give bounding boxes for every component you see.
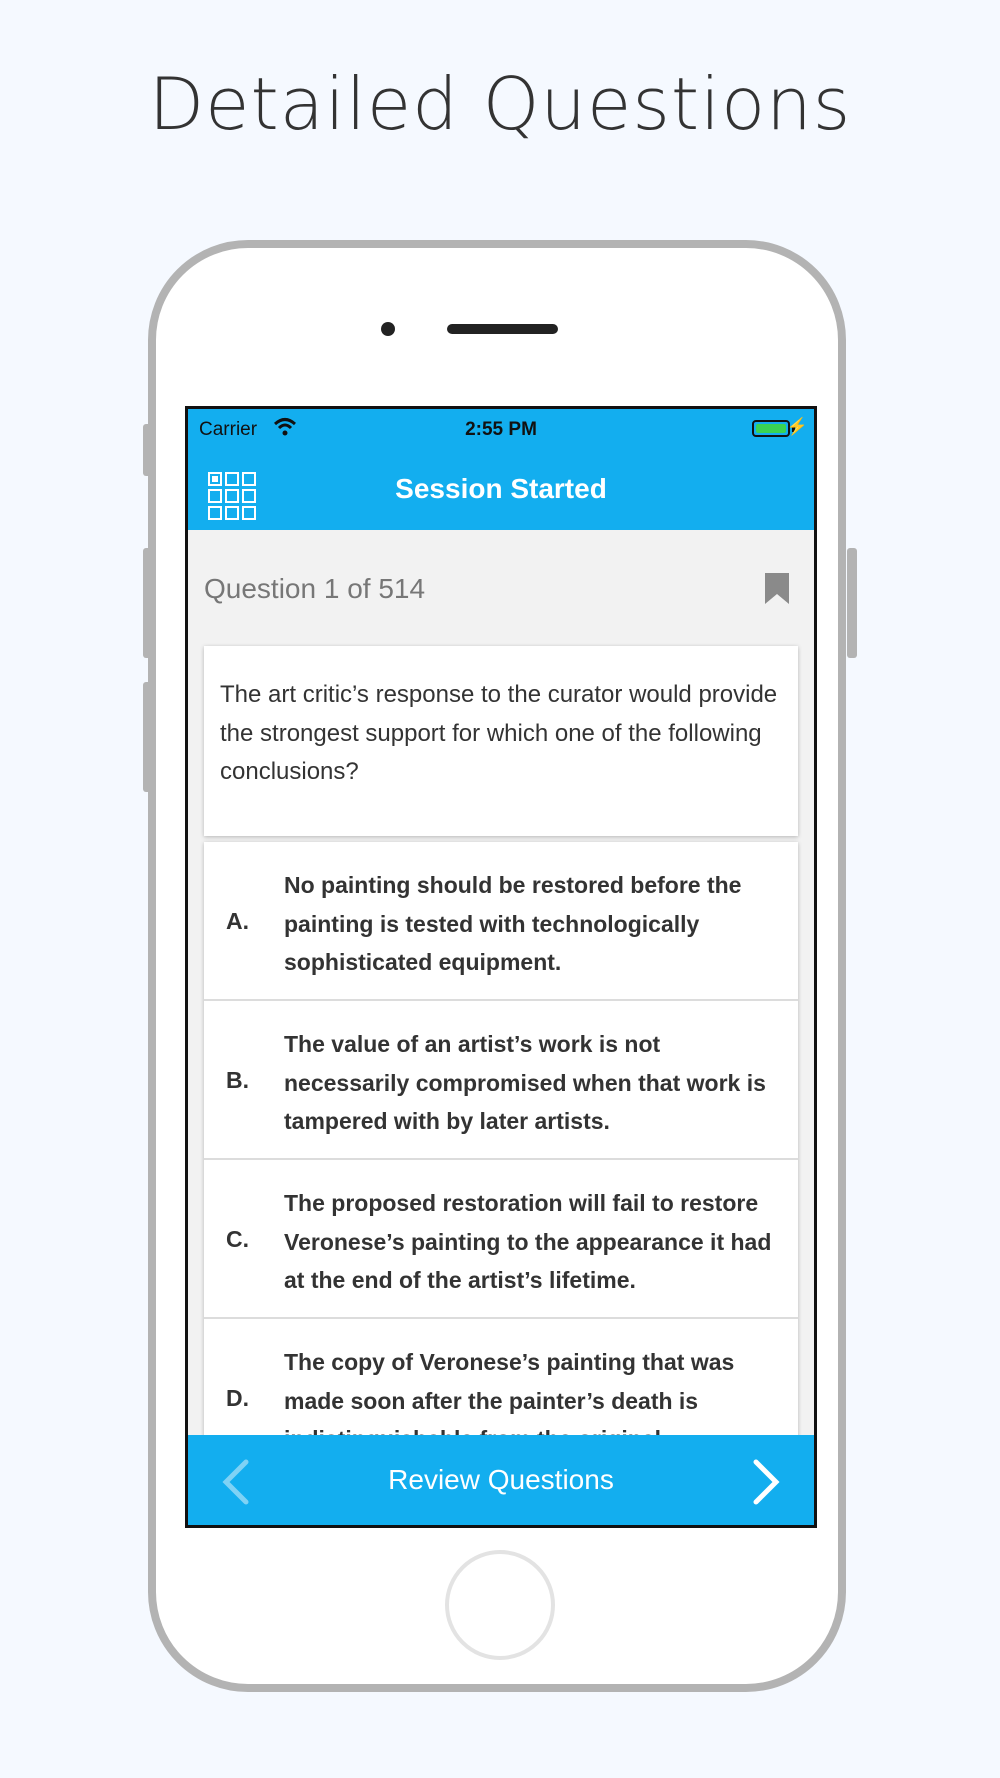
option-letter: A. xyxy=(226,908,249,934)
answer-options xyxy=(204,842,798,1478)
chevron-right-icon[interactable] xyxy=(748,1459,784,1505)
option-letter: C. xyxy=(226,1226,249,1252)
status-bar xyxy=(188,409,814,449)
option-text: The copy of Veronese’s painting that was made soon after the painter’s death is xyxy=(284,1349,735,1414)
option-letter: B. xyxy=(226,1067,249,1093)
phone-speaker xyxy=(447,324,558,334)
option-c[interactable] xyxy=(204,1160,798,1319)
phone-volume-down xyxy=(143,682,153,792)
phone-volume-up xyxy=(143,548,153,658)
carrier-label: Carrier xyxy=(199,419,258,440)
option-a[interactable] xyxy=(204,842,798,1001)
option-text: No painting should be restored before the painting is tested with technologically sophisticated equipment. xyxy=(284,872,742,975)
option-b[interactable] xyxy=(204,1001,798,1160)
battery-icon xyxy=(752,420,790,437)
option-letter: D. xyxy=(226,1385,249,1411)
phone-mute-switch xyxy=(143,424,153,476)
question-text: The art critic’s response to the curator would provide the strongest support for which one of the following conclusions? xyxy=(220,681,778,785)
bookmark-icon[interactable] xyxy=(764,572,790,605)
question-counter: Question 1 of 514 xyxy=(204,573,426,604)
option-text: The value of an artist’s work is not necessarily compromised when that work is tampered with by later artists. xyxy=(284,1031,766,1134)
phone-home-button xyxy=(445,1550,555,1660)
bottom-bar xyxy=(188,1435,814,1525)
page-headline: Detailed Questions xyxy=(148,62,852,146)
charging-bolt-icon: ⚡ xyxy=(786,417,808,436)
review-questions-button[interactable]: Review Questions xyxy=(388,1464,614,1495)
phone-power-button xyxy=(847,548,857,658)
nav-bar xyxy=(188,449,814,530)
status-time: 2:55 PM xyxy=(465,419,537,440)
question-card xyxy=(204,646,798,836)
nav-title: Session Started xyxy=(395,473,607,504)
app-screen xyxy=(185,406,817,1528)
phone-camera xyxy=(381,322,395,336)
option-text: The proposed restoration will fail to restore Veronese’s painting to the appearance it had at the end of the artist’s lifetime. xyxy=(284,1190,772,1293)
